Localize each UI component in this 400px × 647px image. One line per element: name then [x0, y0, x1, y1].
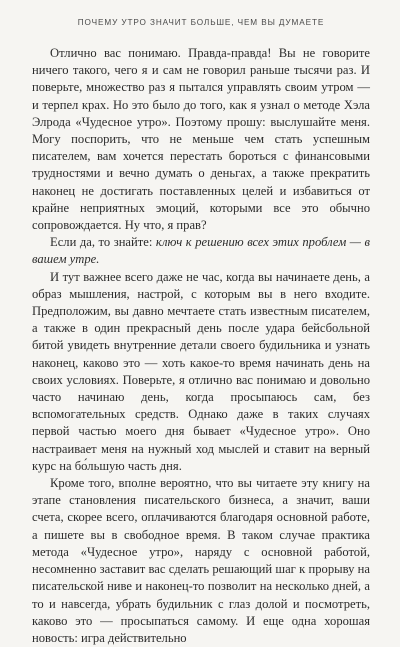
paragraph-1: Отлично вас понимаю. Правда-правда! Вы не говорите ничего такого, чего я и сам не говорил раньше тысячи раз. И поверьте, множество раз я пытался управлять своим утром — и терпел крах. Но это было до того, как я узнал о методе Хэла Элрода «Чудесное утро». Поэтому прошу: выслушайте меня. Могу поспорить, что не меньше чем стать успешным писателем, вам хочется перестать бороться с финансовыми трудностями и вечно думать о деньгах, а также прекратить наконец не достигать поставленных целей и избавиться от крайне неприятных эмоций, которыми все это обычно сопровождается. Ну что, я прав? — [32, 46, 370, 233]
body-text — [32, 45, 370, 647]
paragraph-2-emphasis: ключ к решению всех этих проблем — в вашем утре. — [32, 235, 370, 267]
paragraph-2-lead: Если да, то знайте: — [50, 235, 156, 250]
paragraph-3: И тут важнее всего даже не час, когда вы начинаете день, а образ мышления, настрой, с которым вы в него входите. Предположим, вы давно мечтаете стать известным писателем, а также в один прекрасный день после удара бейсбольной битой увидеть внутренние детали своего будильника и узнать наконец, каково это — хоть какое-то время начинать день на своих условиях. Поверьте, я отлично вас понимаю и довольно часто начинаю день, когда просыпаюсь сам, без вспомогательных средств. Однако даже в таких случаях первой частью моего дня бывает «Чудесное утро». Оно настраивает меня на нужный ход мыслей и ставит на верный курс на бо́льшую часть дня. — [32, 269, 370, 473]
paragraph-2 — [32, 234, 370, 268]
running-header: ПОЧЕМУ УТРО ЗНАЧИТ БОЛЬШЕ, ЧЕМ ВЫ ДУМАЕТЕ — [77, 18, 325, 27]
paragraph-4: Кроме того, вполне вероятно, что вы читаете эту книгу на этапе становления писательского бизнеса, а значит, ваши счета, скорее всего, оплачиваются благодаря основной работе, а пишете вы в свободное время. В таком случае практика метода «Чудесное утро», наряду с основной работой, несомненно заставит вас сделать решающий шаг к прорыву на писательской ниве и наконец-то позволит на несколько дней, а то и навсегда, убрать будильник с глаз долой и посмотреть, каково это — просыпаться самому. И еще одна хорошая новость: игра действительно — [32, 476, 370, 645]
